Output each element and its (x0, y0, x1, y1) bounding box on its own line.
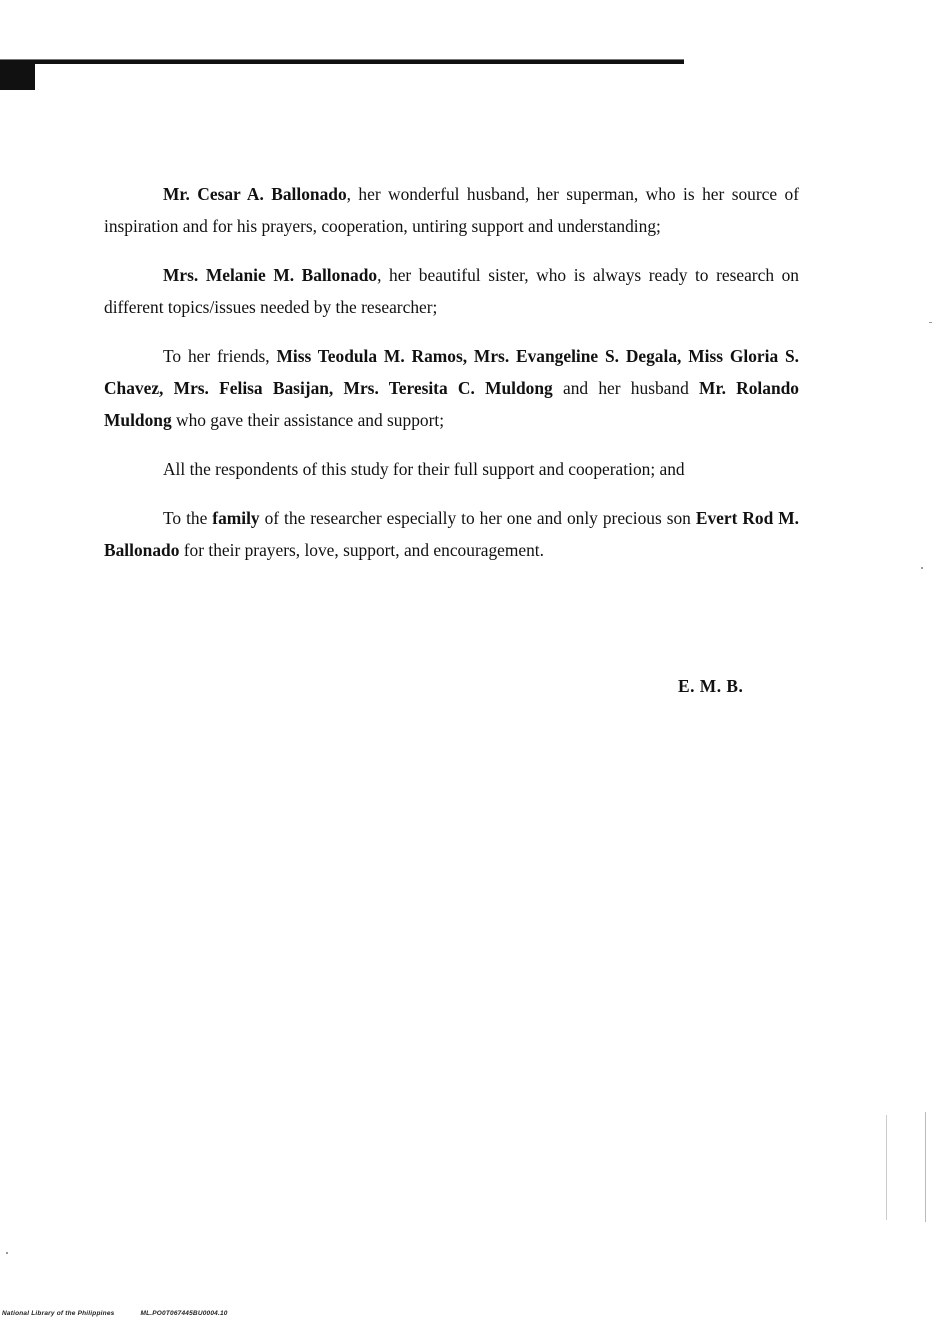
acknowledged-name: Mr. Rolando Muldong (104, 378, 799, 430)
acknowledged-name: Evert Rod M. Ballonado (104, 508, 799, 560)
paragraph-text: of the researcher especially to her one and only precious son (259, 508, 696, 528)
acknowledged-name: Mr. Cesar A. Ballonado (163, 184, 347, 204)
scan-speck (925, 1112, 926, 1222)
paragraph (104, 178, 799, 242)
paragraph (104, 502, 799, 566)
scan-footer (2, 1310, 228, 1317)
paragraph (104, 259, 799, 323)
paragraph-text: To her friends, (163, 346, 277, 366)
acknowledged-name: family (212, 508, 260, 528)
footer-code: ML.PO0T067445BU0004.10 (140, 1310, 228, 1317)
scan-speck (921, 567, 923, 569)
acknowledgment-body (104, 178, 799, 583)
scan-speck (886, 1115, 887, 1220)
footer-library: National Library of the Philippines (2, 1310, 115, 1317)
author-initials: E. M. B. (678, 676, 744, 696)
paragraph-text: and her husband (552, 378, 700, 398)
scan-edge-bar (0, 60, 684, 64)
paragraph-text: To the (163, 508, 213, 528)
paragraph (104, 340, 799, 436)
paragraph-text: , her beautiful sister, who is always ready to research on different topics/issues needed by the researcher; (104, 265, 799, 317)
paragraph-text: for their prayers, love, support, and encouragement. (179, 540, 544, 560)
paragraph-text: All the respondents of this study for their full support and cooperation; and (163, 459, 685, 479)
acknowledged-name: Miss Teodula M. Ramos, Mrs. Evangeline S. Degala, Miss Gloria S. Chavez, Mrs. Felisa Basijan, Mrs. Teresita C. Muldong (104, 346, 799, 398)
scan-speck (929, 322, 932, 323)
scan-corner-block (0, 60, 35, 90)
scan-speck (6, 1252, 8, 1254)
paragraph-text: , her wonderful husband, her superman, who is her source of inspiration and for his prayers, cooperation, untiring support and understanding; (104, 184, 800, 236)
paragraph (104, 453, 799, 485)
paragraph-text: who gave their assistance and support; (171, 410, 445, 430)
acknowledged-name: Mrs. Melanie M. Ballonado (163, 265, 378, 285)
